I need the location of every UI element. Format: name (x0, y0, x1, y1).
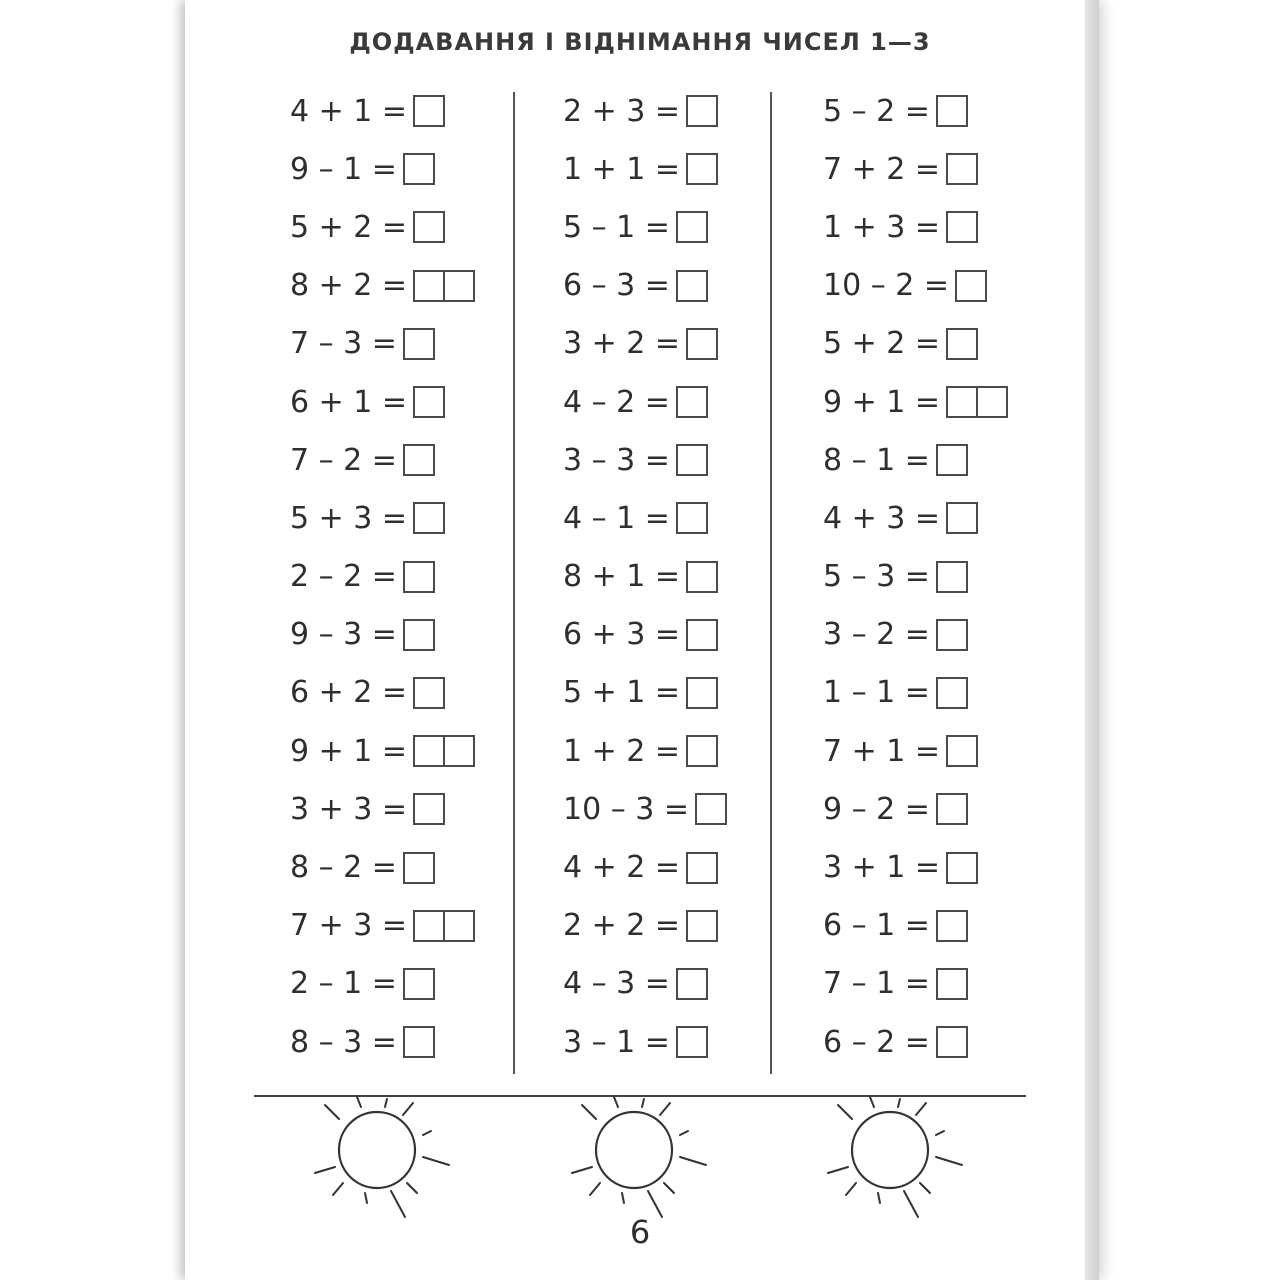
exercise-row (290, 1013, 475, 1071)
answer-box[interactable] (413, 793, 445, 825)
answer-box[interactable] (936, 619, 968, 651)
exercise-row (823, 1013, 1008, 1071)
answer-boxes (403, 153, 435, 185)
exercise-row (823, 664, 1008, 722)
answer-box[interactable] (403, 561, 435, 593)
exercise-expression: 1 + 1 = (563, 151, 681, 187)
exercise-expression: 8 – 2 = (290, 850, 397, 886)
answer-boxes (403, 561, 435, 593)
answer-box[interactable] (403, 328, 435, 360)
exercise-expression: 4 – 1 = (563, 500, 670, 536)
answer-boxes (936, 677, 968, 709)
answer-box[interactable] (946, 386, 978, 418)
answer-boxes (676, 270, 708, 302)
answer-box[interactable] (686, 910, 718, 942)
answer-box[interactable] (413, 735, 445, 767)
exercise-expression: 4 – 2 = (563, 384, 670, 420)
exercise-expression: 7 + 3 = (290, 908, 408, 944)
answer-box[interactable] (676, 1026, 708, 1058)
answer-boxes (686, 852, 718, 884)
answer-box[interactable] (676, 968, 708, 1000)
exercise-expression: 6 – 2 = (823, 1024, 930, 1060)
answer-boxes (946, 852, 978, 884)
exercise-row (823, 315, 1008, 373)
exercise-row (823, 489, 1008, 547)
answer-boxes (413, 95, 445, 127)
exercise-row (290, 838, 475, 896)
exercise-expression: 2 – 1 = (290, 966, 397, 1002)
answer-boxes (686, 95, 718, 127)
exercise-row (563, 1013, 727, 1071)
answer-box[interactable] (413, 270, 445, 302)
exercise-row (290, 198, 475, 256)
answer-box[interactable] (676, 211, 708, 243)
exercise-row (563, 373, 727, 431)
answer-box[interactable] (676, 270, 708, 302)
answer-box[interactable] (403, 968, 435, 1000)
answer-box[interactable] (676, 502, 708, 534)
answer-box[interactable] (936, 793, 968, 825)
answer-boxes (403, 444, 435, 476)
answer-box[interactable] (413, 211, 445, 243)
answer-boxes (413, 793, 445, 825)
answer-box[interactable] (936, 561, 968, 593)
answer-box[interactable] (946, 153, 978, 185)
exercise-row (290, 257, 475, 315)
answer-boxes (936, 793, 968, 825)
answer-boxes (403, 328, 435, 360)
answer-box[interactable] (443, 735, 475, 767)
answer-box[interactable] (403, 153, 435, 185)
exercise-row (823, 373, 1008, 431)
exercise-expression: 8 + 2 = (290, 268, 408, 304)
answer-box[interactable] (976, 386, 1008, 418)
answer-boxes (955, 270, 987, 302)
exercise-expression: 9 – 1 = (290, 151, 397, 187)
exercise-expression: 8 – 3 = (290, 1024, 397, 1060)
exercise-expression: 9 + 1 = (290, 733, 408, 769)
answer-boxes (676, 211, 708, 243)
answer-boxes (686, 561, 718, 593)
answer-boxes (946, 386, 1008, 418)
answer-box[interactable] (686, 328, 718, 360)
exercise-expression: 7 – 1 = (823, 966, 930, 1002)
exercise-expression: 3 – 3 = (563, 442, 670, 478)
exercise-expression: 5 + 1 = (563, 675, 681, 711)
exercise-row (823, 606, 1008, 664)
exercise-row (290, 722, 475, 780)
sun-icon (818, 1095, 978, 1229)
answer-box[interactable] (686, 561, 718, 593)
answer-box[interactable] (403, 444, 435, 476)
answer-box[interactable] (946, 502, 978, 534)
answer-boxes (936, 619, 968, 651)
answer-boxes (686, 677, 718, 709)
exercise-expression: 2 + 3 = (563, 93, 681, 129)
page-number: 6 (629, 1213, 651, 1251)
answer-box[interactable] (403, 852, 435, 884)
answer-boxes (936, 968, 968, 1000)
exercise-expression: 10 – 2 = (823, 268, 950, 304)
exercise-row (823, 82, 1008, 140)
answer-box[interactable] (443, 910, 475, 942)
exercise-expression: 8 – 1 = (823, 442, 930, 478)
exercise-expression: 5 + 2 = (290, 209, 408, 245)
sun-icon (562, 1095, 722, 1229)
exercise-expression: 8 + 1 = (563, 559, 681, 595)
answer-box[interactable] (936, 95, 968, 127)
answer-box[interactable] (413, 677, 445, 709)
answer-boxes (686, 735, 718, 767)
exercise-row (290, 955, 475, 1013)
answer-boxes (676, 444, 708, 476)
exercise-row (290, 606, 475, 664)
answer-box[interactable] (946, 852, 978, 884)
answer-boxes (403, 1026, 435, 1058)
answer-boxes (413, 677, 445, 709)
exercise-row (823, 897, 1008, 955)
exercise-column-3 (823, 82, 1008, 1071)
exercise-expression: 6 – 1 = (823, 908, 930, 944)
exercise-column-1 (290, 82, 475, 1071)
exercise-row (290, 140, 475, 198)
answer-boxes (936, 95, 968, 127)
answer-box[interactable] (936, 968, 968, 1000)
exercise-expression: 2 + 2 = (563, 908, 681, 944)
exercise-row (563, 780, 727, 838)
exercise-row (823, 198, 1008, 256)
exercise-row (290, 897, 475, 955)
exercise-row (823, 548, 1008, 606)
exercise-expression: 7 + 2 = (823, 151, 941, 187)
answer-box[interactable] (403, 1026, 435, 1058)
answer-boxes (403, 619, 435, 651)
exercise-row (823, 140, 1008, 198)
exercise-row (563, 257, 727, 315)
exercise-expression: 3 + 3 = (290, 791, 408, 827)
column-divider (770, 92, 772, 1074)
exercise-row (290, 489, 475, 547)
answer-box[interactable] (443, 270, 475, 302)
answer-boxes (403, 968, 435, 1000)
exercise-expression: 5 + 3 = (290, 500, 408, 536)
exercise-expression: 4 + 1 = (290, 93, 408, 129)
answer-boxes (936, 910, 968, 942)
column-divider (513, 92, 515, 1074)
answer-box[interactable] (686, 677, 718, 709)
answer-boxes (946, 735, 978, 767)
answer-boxes (946, 211, 978, 243)
exercise-expression: 1 + 3 = (823, 209, 941, 245)
exercise-row (823, 838, 1008, 896)
exercise-expression: 5 – 1 = (563, 209, 670, 245)
answer-boxes (413, 735, 475, 767)
answer-box[interactable] (695, 793, 727, 825)
exercise-expression: 3 + 1 = (823, 850, 941, 886)
answer-box[interactable] (936, 444, 968, 476)
exercise-row (823, 431, 1008, 489)
exercise-expression: 7 – 2 = (290, 442, 397, 478)
answer-box[interactable] (936, 677, 968, 709)
answer-boxes (676, 386, 708, 418)
exercise-expression: 5 – 2 = (823, 93, 930, 129)
exercise-expression: 9 – 2 = (823, 791, 930, 827)
exercise-row (563, 431, 727, 489)
exercise-row (290, 373, 475, 431)
exercise-expression: 6 – 3 = (563, 268, 670, 304)
exercise-row (563, 722, 727, 780)
answer-boxes (946, 328, 978, 360)
exercise-row (563, 140, 727, 198)
exercise-row (563, 664, 727, 722)
exercise-expression: 6 + 3 = (563, 617, 681, 653)
sun-icon (305, 1095, 465, 1229)
answer-boxes (936, 444, 968, 476)
exercise-expression: 9 + 1 = (823, 384, 941, 420)
exercise-row (823, 722, 1008, 780)
exercise-row (563, 315, 727, 373)
answer-boxes (686, 153, 718, 185)
answer-boxes (676, 968, 708, 1000)
answer-boxes (946, 502, 978, 534)
answer-box[interactable] (413, 386, 445, 418)
answer-boxes (413, 211, 445, 243)
exercise-expression: 3 – 1 = (563, 1024, 670, 1060)
exercise-expression: 4 – 3 = (563, 966, 670, 1002)
answer-boxes (686, 328, 718, 360)
answer-boxes (676, 1026, 708, 1058)
answer-box[interactable] (686, 153, 718, 185)
exercise-expression: 4 + 3 = (823, 500, 941, 536)
answer-box[interactable] (955, 270, 987, 302)
page-title: ДОДАВАННЯ І ВІДНІМАННЯ ЧИСЕЛ 1—3 (349, 28, 931, 56)
exercise-row (290, 548, 475, 606)
exercise-row (823, 257, 1008, 315)
exercise-expression: 6 + 1 = (290, 384, 408, 420)
exercise-row (290, 431, 475, 489)
answer-boxes (936, 561, 968, 593)
answer-box[interactable] (676, 444, 708, 476)
exercise-row (290, 82, 475, 140)
answer-box[interactable] (936, 1026, 968, 1058)
exercise-expression: 5 – 3 = (823, 559, 930, 595)
exercise-row (563, 897, 727, 955)
exercise-row (563, 489, 727, 547)
answer-box[interactable] (946, 735, 978, 767)
exercise-row (563, 606, 727, 664)
exercise-row (563, 198, 727, 256)
exercise-row (290, 315, 475, 373)
exercise-column-2 (563, 82, 727, 1071)
answer-boxes (695, 793, 727, 825)
answer-boxes (946, 153, 978, 185)
exercise-row (563, 955, 727, 1013)
exercise-row (823, 955, 1008, 1013)
answer-box[interactable] (686, 95, 718, 127)
exercise-row (290, 780, 475, 838)
exercise-row (563, 548, 727, 606)
exercise-row (563, 838, 727, 896)
answer-boxes (686, 910, 718, 942)
exercise-expression: 4 + 2 = (563, 850, 681, 886)
answer-box[interactable] (676, 386, 708, 418)
answer-box[interactable] (413, 910, 445, 942)
exercise-row (823, 780, 1008, 838)
exercise-row (563, 82, 727, 140)
exercise-expression: 10 – 3 = (563, 791, 690, 827)
exercise-expression: 1 + 2 = (563, 733, 681, 769)
exercise-expression: 5 + 2 = (823, 326, 941, 362)
answer-box[interactable] (686, 619, 718, 651)
answer-box[interactable] (413, 502, 445, 534)
page-edge (1085, 0, 1099, 1280)
answer-box[interactable] (946, 328, 978, 360)
answer-box[interactable] (686, 735, 718, 767)
answer-boxes (413, 270, 475, 302)
answer-boxes (686, 619, 718, 651)
answer-box[interactable] (403, 619, 435, 651)
exercise-expression: 7 + 1 = (823, 733, 941, 769)
answer-boxes (676, 502, 708, 534)
exercise-expression: 1 – 1 = (823, 675, 930, 711)
exercise-expression: 3 – 2 = (823, 617, 930, 653)
answer-box[interactable] (946, 211, 978, 243)
exercise-row (290, 664, 475, 722)
answer-box[interactable] (936, 910, 968, 942)
exercise-expression: 6 + 2 = (290, 675, 408, 711)
answer-box[interactable] (686, 852, 718, 884)
answer-boxes (936, 1026, 968, 1058)
answer-boxes (413, 386, 445, 418)
exercise-expression: 2 – 2 = (290, 559, 397, 595)
exercise-expression: 9 – 3 = (290, 617, 397, 653)
answer-boxes (413, 910, 475, 942)
answer-box[interactable] (413, 95, 445, 127)
answer-boxes (413, 502, 445, 534)
exercise-expression: 3 + 2 = (563, 326, 681, 362)
exercise-expression: 7 – 3 = (290, 326, 397, 362)
answer-boxes (403, 852, 435, 884)
